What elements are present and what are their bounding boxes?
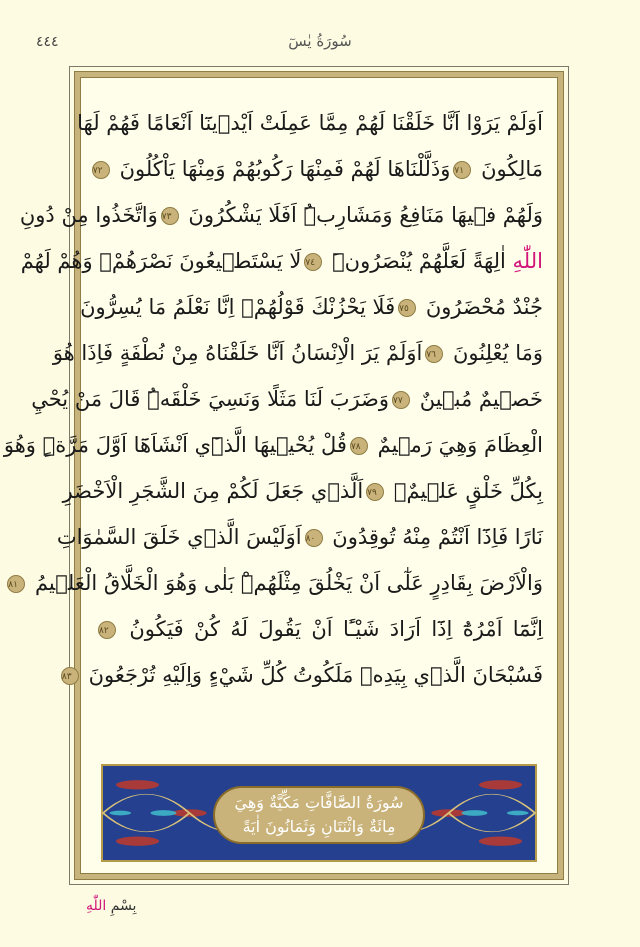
text-line xyxy=(19,192,543,238)
verse-text: اَلَّذ۪ي جَعَلَ لَكُمْ مِنَ الشَّجَرِ الْاَخْضَرِ xyxy=(62,479,364,503)
quran-text xyxy=(3,100,543,698)
next-surah-banner xyxy=(101,764,537,862)
text-line xyxy=(92,146,543,192)
verse-text: مَالِكُونَ xyxy=(474,157,543,181)
verse-text: اٰلِهَةً لَعَلَّهُمْ يُنْصَرُونَۜ xyxy=(325,249,506,273)
text-line xyxy=(31,376,543,422)
verse-text: اَوَلَمْ يَرَ الْاِنْسَانُ اَنَّا خَلَقْنَاهُ مِنْ نُطْفَةٍ فَاِذَا هُوَ xyxy=(52,341,423,365)
verse-text: بِكُلِّ خَلْقٍ عَل۪يمٌۙ xyxy=(387,479,543,503)
ayah-number-marker: ٧٤ xyxy=(304,253,322,271)
ayah-number-marker: ٨١ xyxy=(7,575,25,593)
frame-border xyxy=(3,71,564,880)
ayah-number-marker: ٧٨ xyxy=(350,437,368,455)
frame-content xyxy=(3,77,558,874)
text-line xyxy=(80,284,543,330)
next-surah-verse-count: مِائَةٌ وَاثْنَتَانِ وَثَمَانُونَ اٰيَةً xyxy=(242,817,396,836)
verse-text: اِنَّمَٓا اَمْرُهُٓ اِذَٓا اَرَادَ شَيْـًٔا اَنْ يَقُولَ لَهُ كُنْ فَيَكُونُ xyxy=(119,617,543,641)
page-frame xyxy=(3,66,569,885)
text-line xyxy=(95,606,543,652)
verse-text: وَالْاَرْضَ بِقَادِرٍ عَلٰٓى اَنْ يَخْلُقَ مِثْلَهُمْۜ بَلٰى وَهُوَ الْخَلَّاقُ الْعَل۪يمُ xyxy=(28,571,543,595)
basmala-allah: اللّٰهِ xyxy=(86,898,107,914)
verse-text: جُنْدٌ مُحْضَرُونَ xyxy=(419,295,543,319)
text-line xyxy=(52,330,543,376)
page-header xyxy=(0,32,640,58)
footer-basmala xyxy=(86,898,136,914)
verse-text: فَلَا يَحْزُنْكَ قَوْلُهُمْۢ اِنَّا نَعْلَمُ مَا يُسِرُّونَ xyxy=(80,295,396,319)
ayah-number-marker: ٧٧ xyxy=(392,391,410,409)
basmala-prefix: بِسْمِ xyxy=(110,898,137,914)
ayah-number-marker: ٧٣ xyxy=(161,207,179,225)
next-surah-name: سُورَةُ الصَّٓافَّاتِ مَكِّيَّةٌ وَهِيَ xyxy=(234,793,404,812)
text-line xyxy=(8,560,543,606)
ayah-number-marker: ٨٠ xyxy=(305,529,323,547)
text-line xyxy=(62,468,543,514)
surah-title: سُورَةُ يٰسٓ xyxy=(288,32,352,50)
verse-text: قُلْ يُحْي۪يهَا الَّذ۪ٓي اَنْشَاَهَٓا اَوَّلَ مَرَّةٍۜ وَهُوَ xyxy=(3,433,347,457)
verse-text: وَذَلَّلْنَاهَا لَهُمْ فَمِنْهَا رَكُوبُهُمْ وَمِنْهَا يَاْكُلُونَ xyxy=(112,157,451,181)
text-line xyxy=(77,100,543,146)
verse-text: خَص۪يمٌ مُب۪ينٌ xyxy=(413,387,543,411)
ayah-number-marker: ٧٢ xyxy=(92,161,110,179)
divine-name: اللّٰهِ xyxy=(505,249,543,273)
verse-text: لَا يَسْتَط۪يعُونَ نَصْرَهُمْۙ وَهُمْ لَهُمْ xyxy=(20,249,302,273)
verse-text: وَاتَّخَذُوا مِنْ دُونِ xyxy=(19,203,158,227)
verse-text: وَلَهُمْ ف۪يهَا مَنَافِعُ وَمَشَارِبُۜ اَفَلَا يَشْكُرُونَ xyxy=(181,203,543,227)
verse-text: وَمَا يُعْلِنُونَ xyxy=(446,341,543,365)
page-number: ٤٤٤ xyxy=(36,34,59,50)
text-line xyxy=(61,652,543,698)
ayah-number-marker: ٨٢ xyxy=(98,621,116,639)
text-line xyxy=(56,514,543,560)
verse-text: فَسُبْحَانَ الَّذ۪ي بِيَدِه۪ مَلَكُوتُ كُلِّ شَيْءٍ وَاِلَيْهِ تُرْجَعُونَ xyxy=(81,663,543,687)
verse-text: اَوَلَيْسَ الَّذ۪ي خَلَقَ السَّمٰوَاتِ xyxy=(56,525,302,549)
ayah-number-marker: ٧٥ xyxy=(398,299,416,317)
surah-info-cartouche xyxy=(213,786,425,844)
ayah-number-marker: ٧١ xyxy=(453,161,471,179)
ayah-number-marker: ٧٩ xyxy=(366,483,384,501)
verse-text: نَارًا فَاِذَٓا اَنْتُمْ مِنْهُ تُوقِدُونَ xyxy=(325,525,543,549)
text-line xyxy=(3,422,543,468)
verse-text: الْعِظَامَ وَهِيَ رَم۪يمٌ xyxy=(370,433,543,457)
text-line xyxy=(20,238,543,284)
ayah-number-marker: ٧٦ xyxy=(425,345,443,363)
verse-text: اَوَلَمْ يَرَوْا اَنَّا خَلَقْنَا لَهُمْ مِمَّا عَمِلَتْ اَيْد۪ينَٓا اَنْعَامًا فَهُمْ لَهَا xyxy=(77,111,543,135)
verse-text: وَضَرَبَ لَنَا مَثَلًا وَنَسِيَ خَلْقَهُۜ قَالَ مَنْ يُحْيِ xyxy=(31,387,390,411)
ayah-number-marker: ٨٣ xyxy=(61,667,79,685)
